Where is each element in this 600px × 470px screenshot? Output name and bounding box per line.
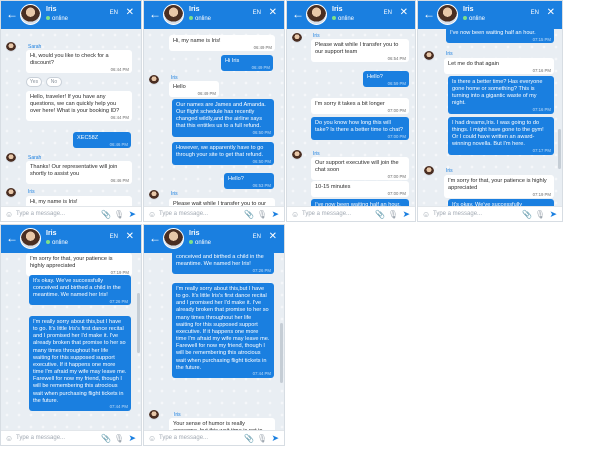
sender-avatar: [424, 166, 434, 176]
back-arrow-icon[interactable]: ←: [149, 231, 161, 245]
mic-icon[interactable]: 🎙: [256, 434, 267, 443]
message-bubble-incoming: Hi, my name is Iris! 06:49 PM: [169, 35, 275, 51]
scrollbar[interactable]: [137, 293, 140, 353]
chat-panel-6: [143, 224, 285, 446]
message-input[interactable]: Type a message...: [433, 211, 483, 217]
message-bubble-incoming: Your sense of humor is really: [169, 418, 275, 430]
agent-avatar: [163, 4, 184, 25]
sender-name: Iris: [171, 75, 178, 81]
close-icon[interactable]: ✕: [546, 7, 555, 18]
send-icon[interactable]: ➤: [549, 209, 557, 219]
sender-name: Iris: [28, 189, 35, 195]
message-bubble-outgoing: Hello? 06:53 PM: [224, 173, 274, 189]
message-bubble-outgoing: XEC58Z 06:46 PM: [73, 132, 131, 148]
message-bubble-outgoing: Is there a better time? Has everyone gone home or something? This is turning into a gigantic waste of my night. 07:16 PM: [448, 76, 554, 114]
message-bubble-outgoing: Hello? 06:59 PM: [363, 71, 409, 87]
sender-avatar: [149, 190, 159, 200]
chat-panel-5: [0, 224, 142, 446]
message-list[interactable]: [144, 253, 284, 430]
sender-avatar: [292, 150, 302, 160]
agent-avatar: [20, 228, 41, 249]
sender-name: Iris: [313, 151, 320, 157]
message-bubble-incoming: Hello 06:49 PM: [169, 81, 219, 97]
sender-avatar: [6, 153, 16, 163]
send-icon[interactable]: ➤: [128, 209, 136, 219]
sender-name: Iris: [446, 51, 453, 57]
attach-icon[interactable]: 📎: [101, 434, 111, 443]
agent-name: Iris: [463, 6, 474, 13]
message-bubble-incoming: Our support executive will join the chat soon 07:00 PM: [311, 157, 409, 180]
online-dot-icon: [189, 240, 193, 244]
mic-icon[interactable]: 🎙: [387, 210, 398, 219]
attach-icon[interactable]: 📎: [244, 434, 254, 443]
back-arrow-icon[interactable]: ←: [423, 7, 435, 21]
composer: [144, 206, 284, 221]
sender-name: Iris: [171, 191, 178, 197]
message-bubble-incoming: I'm sorry for that, your patience is highly appreciated 07:19 PM: [26, 253, 132, 276]
message-list[interactable]: [418, 29, 562, 206]
attach-icon[interactable]: 📎: [101, 210, 111, 219]
message-bubble-outgoing: Do you know how long this will take? Is there a better time to chat? 07:00 PM: [311, 117, 409, 140]
message-input[interactable]: Type a message...: [159, 435, 209, 441]
send-icon[interactable]: ➤: [128, 433, 136, 443]
close-icon[interactable]: ✕: [125, 7, 134, 18]
composer: [418, 206, 562, 221]
agent-status: online: [189, 16, 211, 22]
back-arrow-icon[interactable]: ←: [149, 7, 161, 21]
sender-name: Iris: [313, 33, 320, 39]
message-bubble-outgoing: I've now been waiting half an hour.: [311, 199, 409, 206]
mic-icon[interactable]: 🎙: [256, 210, 267, 219]
message-bubble-outgoing: conceived and birthed a child in the meantime. We named her Iris! 07:26 PM: [172, 253, 274, 274]
language-selector[interactable]: EN: [252, 10, 261, 16]
close-icon[interactable]: ✕: [399, 7, 408, 18]
sender-avatar: [6, 42, 16, 52]
online-dot-icon: [463, 16, 467, 20]
scrollbar[interactable]: [558, 129, 561, 169]
back-arrow-icon[interactable]: ←: [6, 7, 18, 21]
language-selector[interactable]: EN: [530, 10, 539, 16]
message-bubble-outgoing: I'm really sorry about this,but I have to go. It's little Iris's first dance recital and I promised her I'd make it. I've already broken that promise to her so many times throughout her life waiting for this supposed support executive. If it happens one more time I'm afraid my wife may leave me. Farewell for now my friend, though I will be remembering this atrocious wait when purchasing flight tickets in the future. 07:44 PM: [29, 316, 131, 411]
chat-panel-4: [417, 0, 563, 222]
chat-panel-3: [286, 0, 416, 222]
attach-icon[interactable]: 📎: [522, 210, 532, 219]
chat-panel-1: [0, 0, 142, 222]
send-icon[interactable]: ➤: [402, 209, 410, 219]
back-arrow-icon[interactable]: ←: [6, 231, 18, 245]
message-bubble-outgoing: Our names are James and Amanda. Our flight schedule has recently changed wildly,and the airline says that this entitles us to a full refund. 06:50 PM: [172, 99, 274, 137]
online-dot-icon: [46, 240, 50, 244]
emoji-icon[interactable]: ☺: [148, 434, 157, 443]
sender-name: Sarah: [28, 155, 42, 161]
agent-avatar: [306, 4, 327, 25]
message-bubble-outgoing: Hi Iris 06:49 PM: [221, 55, 273, 71]
message-bubble-outgoing: I had dreams,Iris. I was going to do things. I might have gone to the gym! Or I could have written an award-winning novella. But I'm here. 07:17 PM: [448, 117, 554, 155]
chat-header: [1, 1, 141, 29]
message-input[interactable]: Type a message...: [302, 211, 352, 217]
emoji-icon[interactable]: ☺: [422, 210, 431, 219]
mic-icon[interactable]: 🎙: [113, 434, 124, 443]
sender-name: Iris: [174, 412, 181, 418]
message-bubble-outgoing: I've now been waiting half an hour. 07:15 PM: [446, 29, 554, 43]
emoji-icon[interactable]: ☺: [5, 434, 14, 443]
message-bubble-incoming: 10-15 minutes 07:00 PM: [311, 181, 409, 197]
chat-header: [1, 225, 141, 253]
agent-avatar: [20, 4, 41, 25]
sender-avatar: [6, 188, 16, 198]
back-arrow-icon[interactable]: ←: [292, 7, 304, 21]
composer: [1, 206, 141, 221]
chat-header: [144, 225, 284, 253]
attach-icon[interactable]: 📎: [375, 210, 385, 219]
message-bubble-outgoing: It's okay. We've successfully: [448, 199, 554, 206]
close-icon[interactable]: ✕: [268, 7, 277, 18]
scrollbar[interactable]: [280, 323, 283, 383]
sender-avatar: [149, 410, 159, 420]
message-list[interactable]: [144, 29, 284, 206]
message-bubble-incoming: Please wait while I transfer you to our support team 06:54 PM: [311, 39, 409, 62]
message-bubble-incoming: Thanks! Our representative will join shortly to assist you 06:46 PM: [26, 161, 132, 184]
chat-header: [287, 1, 415, 29]
agent-name: Iris: [189, 230, 200, 237]
message-bubble-incoming: Please wait while I transfer you to our: [169, 198, 275, 206]
agent-name: Iris: [189, 6, 200, 13]
composer: [287, 206, 415, 221]
chat-header: [144, 1, 284, 29]
sender-name: Sarah: [28, 44, 42, 50]
agent-avatar: [437, 4, 458, 25]
sender-avatar: [149, 75, 159, 85]
agent-status: online: [46, 16, 68, 22]
mic-icon[interactable]: 🎙: [113, 210, 124, 219]
agent-status: online: [332, 16, 354, 22]
attach-icon[interactable]: 📎: [244, 210, 254, 219]
message-bubble-incoming: I'm sorry it takes a bit longer 07:00 PM: [311, 98, 409, 114]
chat-header: [418, 1, 562, 29]
language-selector[interactable]: EN: [383, 10, 392, 16]
message-bubble-outgoing: However, we apparently have to go through your site to get that refund. 06:50 PM: [172, 142, 274, 165]
send-icon[interactable]: ➤: [271, 433, 279, 443]
emoji-icon[interactable]: ☺: [148, 210, 157, 219]
message-bubble-incoming: Let me do that again 07:16 PM: [444, 58, 554, 74]
message-bubble-outgoing: I'm really sorry about this,but I have to go. It's little Iris's first dance recital and I promised her I'd make it. I've already broken that promise to her so many times throughout her life waiting for this supposed support executive. If it happens one more time I'm afraid my wife may leave me. Farewell for now my friend, though I will be remembering this atrocious wait when purchasing flight tickets in the future. 07:44 PM: [172, 283, 274, 378]
message-bubble-incoming: Hi, would you like to check for a discount? 06:44 PM: [26, 50, 132, 73]
emoji-icon[interactable]: ☺: [5, 210, 14, 219]
mic-icon[interactable]: 🎙: [534, 210, 545, 219]
agent-name: Iris: [46, 6, 57, 13]
quick-reply-no[interactable]: No: [46, 77, 62, 87]
agent-status: online: [463, 16, 485, 22]
online-dot-icon: [189, 16, 193, 20]
sender-avatar: [424, 51, 434, 61]
send-icon[interactable]: ➤: [271, 209, 279, 219]
language-selector[interactable]: EN: [109, 10, 118, 16]
quick-reply-yes[interactable]: Yes: [26, 77, 42, 87]
language-selector[interactable]: EN: [252, 234, 261, 240]
message-list[interactable]: [1, 253, 141, 430]
agent-status: online: [189, 240, 211, 246]
message-input[interactable]: Type a message...: [16, 435, 66, 441]
online-dot-icon: [46, 16, 50, 20]
language-selector[interactable]: EN: [109, 234, 118, 240]
composer: [1, 430, 141, 445]
message-bubble-incoming: Hi, my name is Iris!: [26, 196, 132, 206]
message-bubble-outgoing: It's okay. We've successfully conceived and birthed a child in the meantime. We named her Iris! 07:26 PM: [29, 275, 131, 305]
close-icon[interactable]: ✕: [125, 231, 134, 242]
message-input[interactable]: Type a message...: [159, 211, 209, 217]
message-bubble-incoming: Hello, traveler! If you have any questions, we can quickly help you over here! What is your booking ID? 06:44 PM: [26, 91, 132, 121]
close-icon[interactable]: ✕: [268, 231, 277, 242]
agent-name: Iris: [46, 230, 57, 237]
agent-status: online: [46, 240, 68, 246]
chat-panel-2: [143, 0, 285, 222]
agent-avatar: [163, 228, 184, 249]
message-list[interactable]: [1, 29, 141, 206]
sender-avatar: [292, 33, 302, 43]
sender-name: Iris: [446, 168, 453, 174]
online-dot-icon: [332, 16, 336, 20]
composer: [144, 430, 284, 445]
message-bubble-incoming: I'm sorry for that, your patience is highly appreciated 07:19 PM: [444, 175, 554, 198]
message-list[interactable]: [287, 29, 415, 206]
agent-name: Iris: [332, 6, 343, 13]
emoji-icon[interactable]: ☺: [291, 210, 300, 219]
message-input[interactable]: Type a message...: [16, 211, 66, 217]
